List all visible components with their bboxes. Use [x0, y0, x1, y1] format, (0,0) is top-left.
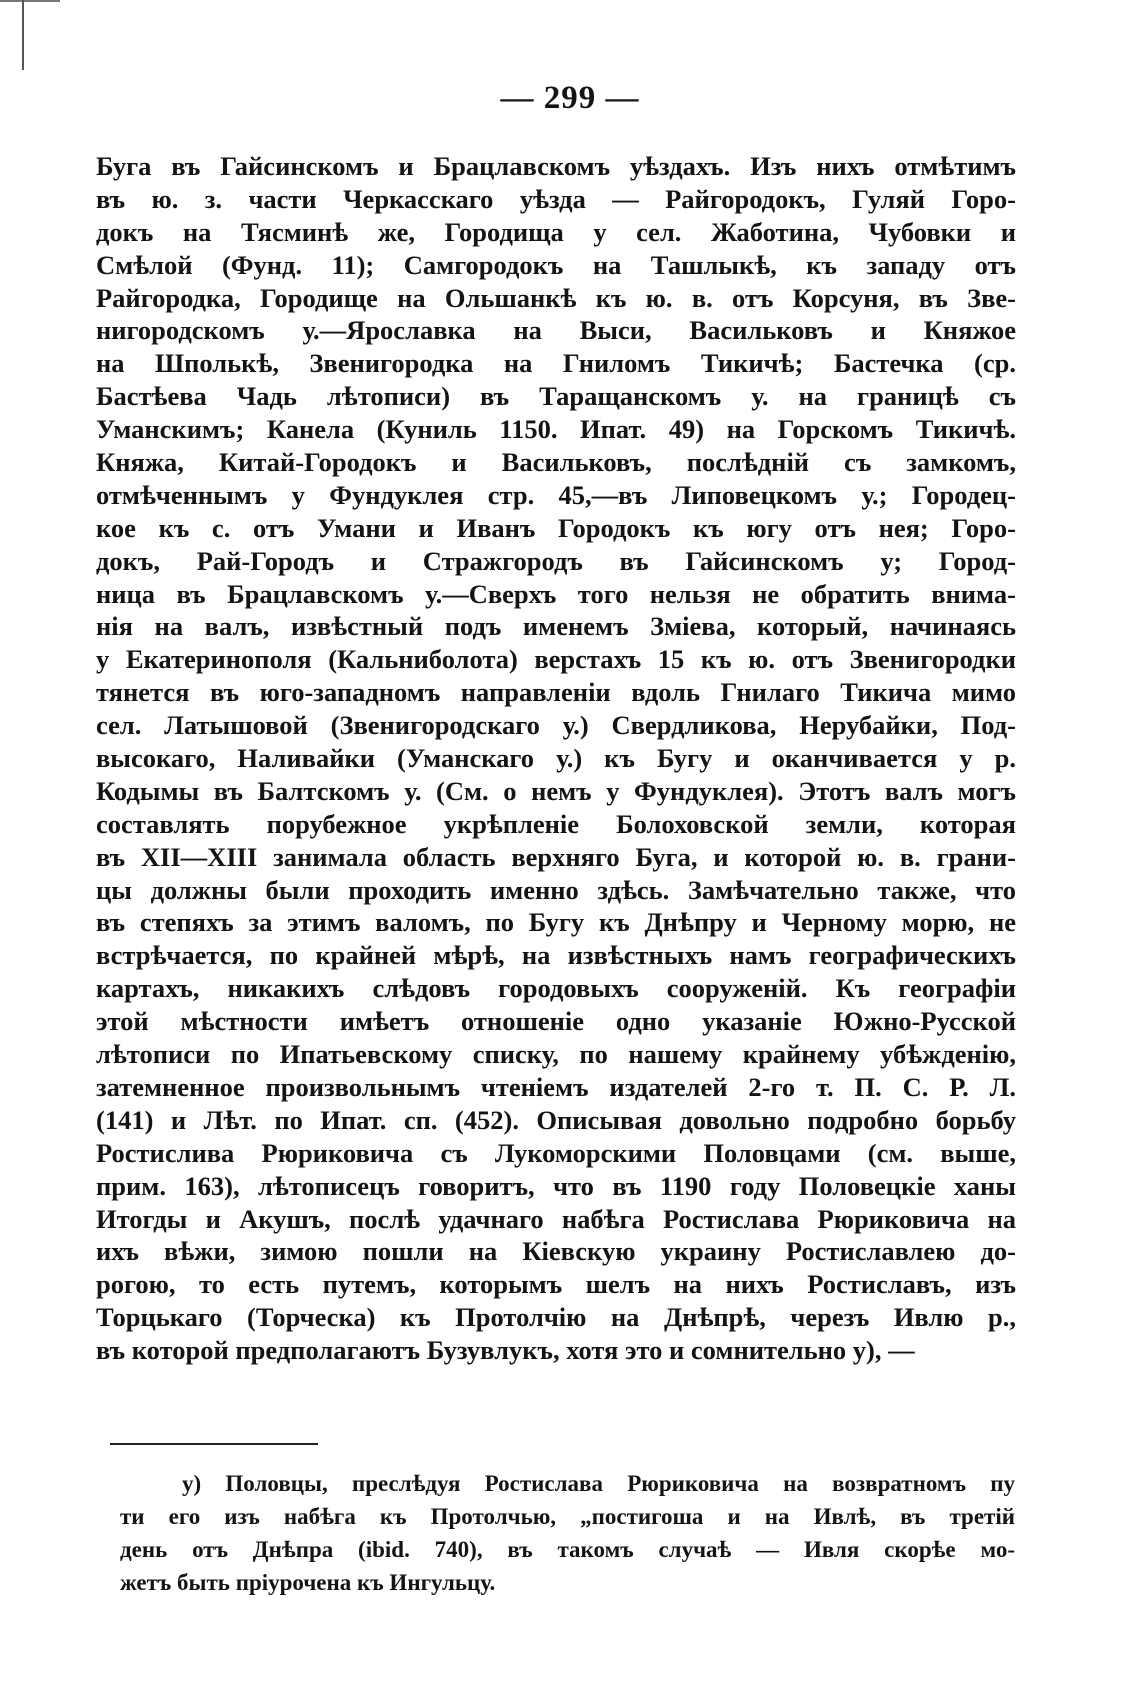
text-line: рогою, то есть путемъ, которымъ шелъ на нихъ Ростиславъ, изъ	[96, 1269, 1016, 1300]
text-line: докъ на Тясминѣ же, Городища у сел. Жаботина, Чубовки и	[96, 216, 1016, 247]
footnote-line: ти его изъ набѣга къ Протолчью, „постигоша и на Ивлѣ, въ третій	[120, 1504, 1015, 1529]
scan-margin-line	[22, 0, 24, 70]
text-line: въ ю. з. части Черкасскаго уѣзда — Райгородокъ, Гуляй Горо-	[96, 183, 1016, 214]
footnote-line: у) Половцы, преслѣдуя Ростислава Рюриковича на возвратномъ пу	[182, 1471, 1015, 1496]
text-line: Кодымы въ Балтскомъ у. (См. о немъ у Фундуклея). Этотъ валъ могъ	[96, 775, 1016, 806]
text-line: сел. Латышовой (Звенигородскаго у.) Свердликова, Нерубайки, Под-	[96, 710, 1016, 741]
text-line: Буга въ Гайсинскомъ и Брацлавскомъ уѣздахъ. Изъ нихъ отмѣтимъ	[96, 151, 1016, 181]
text-line: кое къ с. отъ Умани и Иванъ Городокъ къ югу отъ нея; Горо-	[96, 512, 1016, 543]
footnote-line: день отъ Днѣпра (ibid. 740), въ такомъ случаѣ — Ивля скорѣе мо-	[120, 1537, 1015, 1562]
text-line: тянется въ юго-западномъ направленіи вдоль Гнилаго Тикича мимо	[96, 677, 1016, 708]
footnote-line: жетъ быть пріурочена къ Ингульцу.	[120, 1570, 496, 1595]
footnote-divider	[110, 1443, 318, 1445]
text-line: затемненное произвольнымъ чтеніемъ издателей 2-го т. П. С. Р. Л.	[96, 1071, 1016, 1102]
text-line: встрѣчается, по крайней мѣрѣ, на извѣстныхъ намъ географическихъ	[96, 940, 1016, 971]
text-line: Княжа, Китай-Городокъ и Васильковъ, послѣдній съ замкомъ,	[96, 447, 1016, 478]
text-line: въ которой предполагаютъ Бузувлукъ, хотя это и сомнительно у), —	[96, 1335, 915, 1366]
text-line: Ростислива Рюриковича съ Лукоморскими Половцами (см. выше,	[96, 1137, 1016, 1168]
text-line: ница въ Брацлавскомъ у.—Сверхъ того нельзя не обратить внима-	[96, 578, 1016, 609]
text-line: этой мѣстности имѣетъ отношеніе одно указаніе Южно-Русской	[96, 1006, 1016, 1037]
text-line: въ степяхъ за этимъ валомъ, по Бугу къ Днѣпру и Черному морю, не	[96, 907, 1016, 938]
text-line: Смѣлой (Фунд. 11); Самгородокъ на Ташлыкѣ, къ западу отъ	[96, 249, 1016, 280]
text-line: Бастѣева Чадь лѣтописи) въ Таращанскомъ у. на границѣ съ	[96, 381, 1016, 412]
text-line: въ XII—XIII занимала область верхняго Буга, и которой ю. в. грани-	[96, 841, 1016, 872]
scan-edge-mark	[0, 0, 60, 2]
text-line: (141) и Лѣт. по Ипат. сп. (452). Описывая довольно подробно борьбу	[96, 1104, 1016, 1135]
text-line: составлять порубежное укрѣпленіе Болоховской земли, которая	[96, 808, 1016, 839]
text-line: на Шполькѣ, Звенигородка на Гниломъ Тикичѣ; Бастечка (ср.	[96, 348, 1016, 379]
text-line: ихъ вѣжи, зимою пошли на Кіевскую украину Ростиславлею до-	[96, 1236, 1016, 1267]
footnote-block	[120, 1467, 1015, 1599]
text-line: отмѣченнымъ у Фундуклея стр. 45,—въ Липовецкомъ у.; Городец-	[96, 479, 1016, 510]
text-line: цы должны были проходить именно здѣсь. Замѣчательно также, что	[96, 874, 1016, 905]
text-line: нія на валъ, извѣстный подъ именемъ Зміева, который, начинаясь	[96, 611, 1016, 642]
main-text-block	[96, 150, 1016, 1367]
text-line: докъ, Рай-Городъ и Стражгородъ въ Гайсинскомъ у; Город-	[96, 545, 1016, 576]
text-line: лѣтописи по Ипатьевскому списку, по нашему крайнему убѣжденію,	[96, 1039, 1016, 1070]
text-line: Итогды и Акушъ, послѣ удачнаго набѣга Ростислава Рюриковича на	[96, 1203, 1016, 1234]
text-line: Уманскимъ; Канела (Куниль 1150. Ипат. 49) на Горскомъ Тикичѣ.	[96, 414, 1016, 445]
text-line: нигородскомъ у.—Ярославка на Выси, Васильковъ и Княжое	[96, 315, 1016, 346]
text-line: картахъ, никакихъ слѣдовъ городовыхъ сооруженій. Къ географіи	[96, 973, 1016, 1004]
page-number: — 299 —	[500, 80, 640, 116]
text-line: Торцькаго (Торческа) къ Протолчію на Днѣпрѣ, черезъ Ивлю р.,	[96, 1302, 1016, 1333]
text-line: Райгородка, Городище на Ольшанкѣ къ ю. в. отъ Корсуня, въ Зве-	[96, 282, 1016, 313]
text-line: прим. 163), лѣтописецъ говоритъ, что въ 1190 году Половецкіе ханы	[96, 1170, 1016, 1201]
text-line: у Екатеринополя (Кальниболота) верстахъ 15 къ ю. отъ Звенигородки	[96, 644, 1016, 675]
text-line: высокаго, Наливайки (Уманскаго у.) къ Бугу и оканчивается у р.	[96, 743, 1016, 774]
